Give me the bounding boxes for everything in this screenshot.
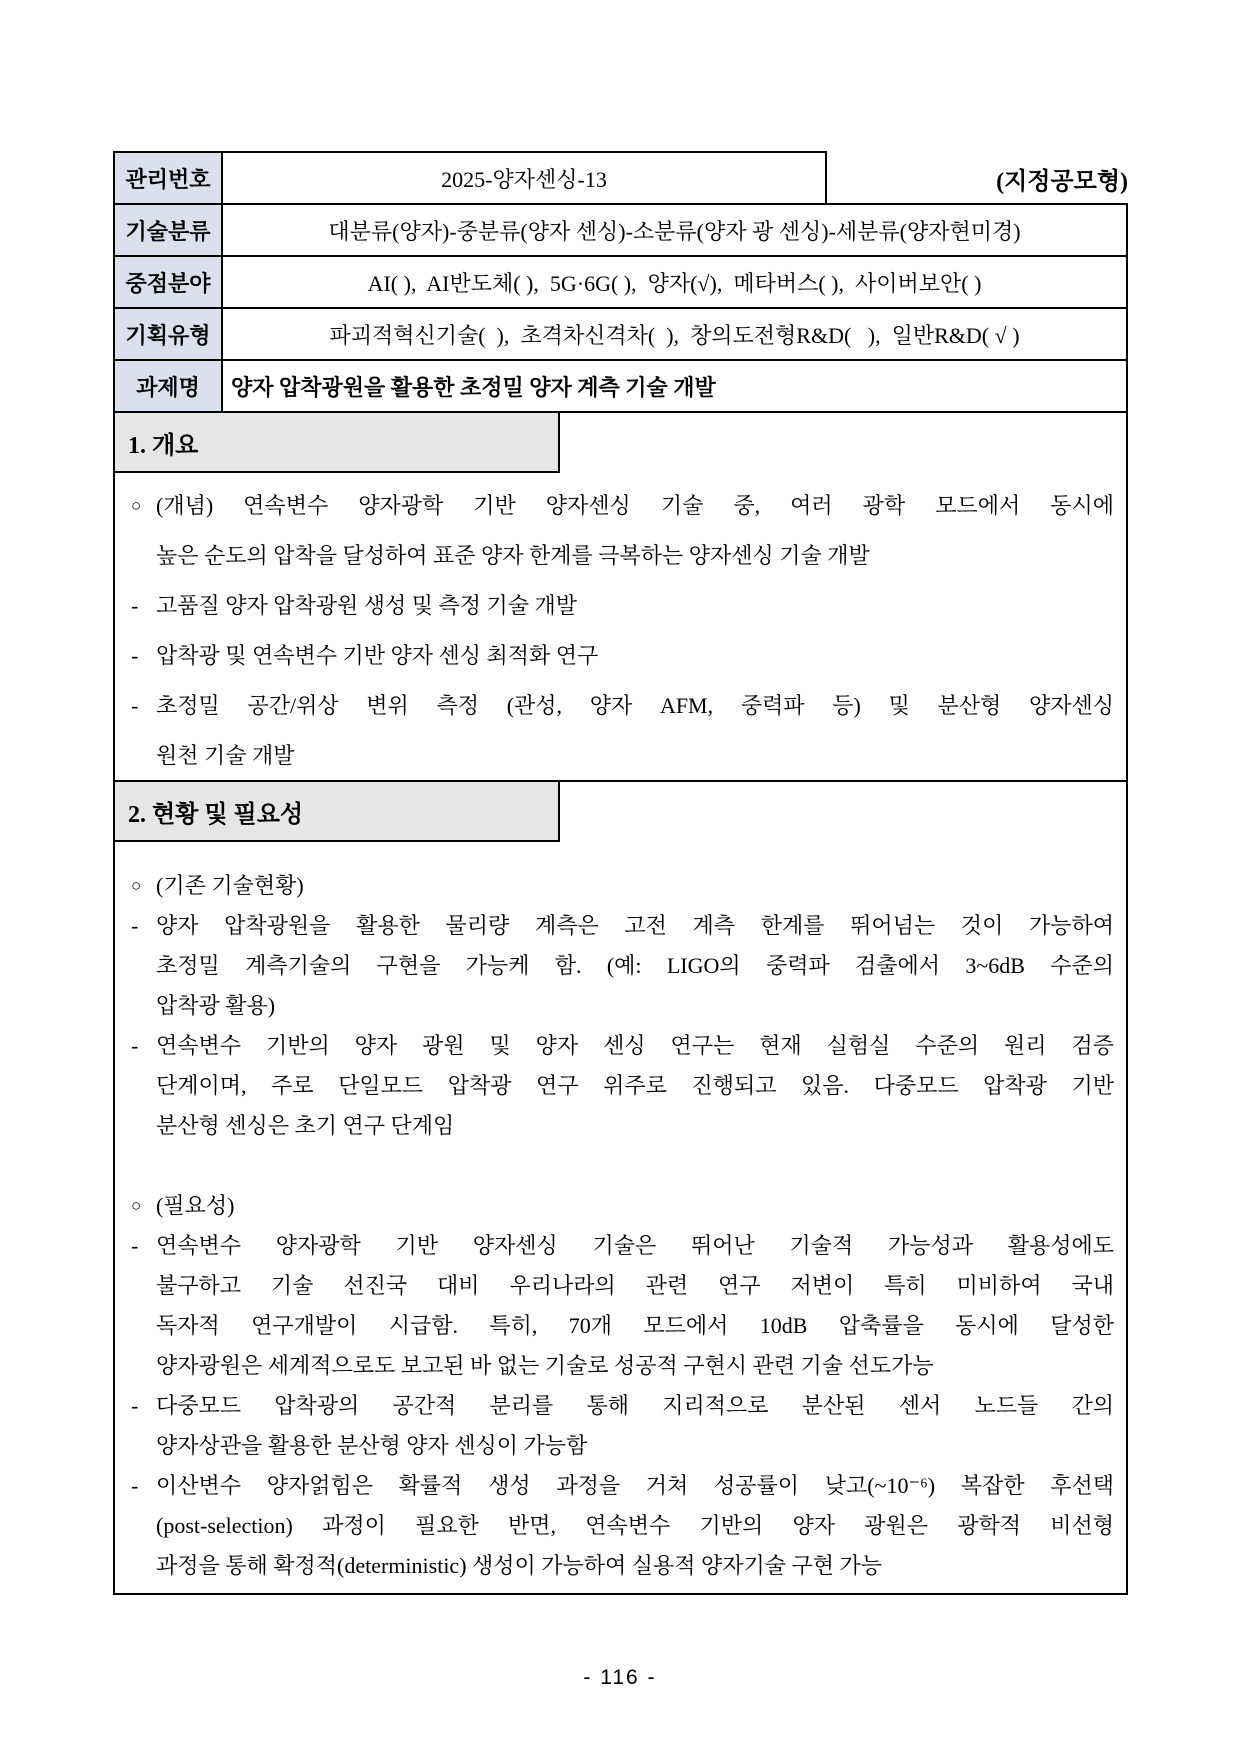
- text-line: 과정을 통해 확정적(deterministic) 생성이 가능하여 실용적 양자기술 구현 가능: [156, 1553, 883, 1578]
- call-type-tag: (지정공모형): [996, 168, 1128, 195]
- text-line: 독자적 연구개발이 시급함. 특히, 70개 모드에서 10dB 압축률을 동시에 달성한: [156, 1313, 1114, 1338]
- text-line: 연속변수 기반의 양자 광원 및 양자 센싱 연구는 현재 실험실 수준의 원리 검증: [156, 1033, 1114, 1058]
- section-overview-body: [115, 473, 1126, 781]
- focus-area-label: 중점분야: [113, 255, 223, 309]
- bullet-text: [156, 866, 1114, 906]
- bullet-item: [129, 1186, 1114, 1226]
- manage-number-label: 관리번호: [113, 151, 223, 205]
- text-line: 압착광 및 연속변수 기반 양자 센싱 최적화 연구: [156, 643, 599, 668]
- bullet-marker: -: [131, 693, 139, 718]
- row-project-title: [113, 359, 1128, 413]
- text-line: 분산형 센싱은 초기 연구 단계임: [156, 1113, 455, 1138]
- bullet-text: [156, 1186, 1114, 1226]
- bullet-text: [156, 906, 1114, 1026]
- section-status-necessity-heading-text: 2. 현황 및 필요성: [128, 801, 304, 828]
- tech-class-label: 기술분류: [113, 203, 223, 257]
- bullet-marker: -: [131, 593, 139, 618]
- text-line: 고품질 양자 압착광원 생성 및 측정 기술 개발: [156, 593, 578, 618]
- text-line: (필요성): [156, 1193, 235, 1218]
- text-line: 다중모드 압착광의 공간적 분리를 통해 지리적으로 분산된 센서 노드들 간의: [156, 1393, 1114, 1418]
- text-line: 원천 기술 개발: [156, 743, 295, 768]
- row-plan-type: [113, 307, 1128, 361]
- row-focus-area: [113, 255, 1128, 309]
- row-tech-class: [113, 203, 1128, 257]
- bullet-text: [156, 631, 1114, 681]
- bullet-item: [129, 866, 1114, 906]
- text-line: 양자 압착광원을 활용한 물리량 계측은 고전 계측 한계를 뛰어넘는 것이 가능하여: [156, 913, 1114, 938]
- bullet-marker: -: [131, 1033, 139, 1058]
- section-status-necessity: [113, 780, 1128, 1595]
- text-line: 단계이며, 주로 단일모드 압착광 연구 위주로 진행되고 있음. 다중모드 압착광 기반: [156, 1073, 1114, 1098]
- bullet-text: [156, 1466, 1114, 1586]
- section-overview-heading-text: 1. 개요: [128, 432, 199, 459]
- info-table: [113, 151, 1128, 413]
- bullet-marker: -: [131, 1393, 139, 1418]
- page-number: - 116 -: [583, 1666, 657, 1689]
- bullet-item: [129, 681, 1114, 781]
- bullet-item: [129, 1226, 1114, 1386]
- focus-area-value: AI( ), AI반도체( ), 5G·6G( ), 양자(√), 메타버스( ), 사이버보안( ): [221, 255, 1128, 309]
- bullet-text: [156, 481, 1114, 581]
- bullet-marker: -: [131, 1473, 139, 1498]
- text-line: 이산변수 양자얽힘은 확률적 생성 과정을 거쳐 성공률이 낮고(~10⁻⁶) 복잡한 후선택: [156, 1473, 1114, 1498]
- section-overview: [113, 411, 1128, 782]
- bullet-item: [129, 1146, 1114, 1186]
- bullet-text: [156, 1386, 1114, 1466]
- bullet-marker: ○: [131, 496, 142, 515]
- bullet-item: [129, 1026, 1114, 1146]
- section-overview-heading: [115, 413, 560, 473]
- text-line: 초정밀 공간/위상 변위 측정 (관성, 양자 AFM, 중력파 등) 및 분산형 양자센싱: [156, 693, 1114, 718]
- tech-class-value: 대분류(양자)-중분류(양자 센싱)-소분류(양자 광 센싱)-세분류(양자현미경): [221, 203, 1128, 257]
- bullet-item: [129, 481, 1114, 581]
- section-status-necessity-body: [115, 842, 1126, 1586]
- bullet-marker: ○: [131, 876, 142, 895]
- bullet-item: [129, 1386, 1114, 1466]
- bullet-text: [156, 681, 1114, 781]
- plan-type-label: 기획유형: [113, 307, 223, 361]
- bullet-marker: -: [131, 643, 139, 668]
- plan-type-value: 파괴적혁신기술( ), 초격차신격차( ), 창의도전형R&D( ), 일반R&D( √ ): [221, 307, 1128, 361]
- text-line: 양자상관을 활용한 분산형 양자 센싱이 가능함: [156, 1433, 588, 1458]
- text-line: (개념) 연속변수 양자광학 기반 양자센싱 기술 중, 여러 광학 모드에서 동시에: [156, 493, 1114, 518]
- bullet-item: [129, 631, 1114, 681]
- row-manage-number: [113, 151, 1128, 205]
- bullet-text: [156, 1026, 1114, 1146]
- project-title-value: 양자 압착광원을 활용한 초정밀 양자 계측 기술 개발: [221, 359, 1128, 413]
- project-title-label: 과제명: [113, 359, 223, 413]
- text-line: 압착광 활용): [156, 993, 276, 1018]
- bullet-item: [129, 906, 1114, 1026]
- document-content: [113, 151, 1128, 1595]
- bullet-marker: ○: [131, 1196, 142, 1215]
- text-line: 불구하고 기술 선진국 대비 우리나라의 관련 연구 저변이 특히 미비하여 국내: [156, 1273, 1114, 1298]
- bullet-text: [156, 581, 1114, 631]
- text-line: (post-selection) 과정이 필요한 반면, 연속변수 기반의 양자 광원은 광학적 비선형: [156, 1513, 1114, 1538]
- text-line: 초정밀 계측기술의 구현을 가능케 함. (예: LIGO의 중력파 검출에서 3~6dB 수준의: [156, 953, 1114, 978]
- text-line: 양자광원은 세계적으로도 보고된 바 없는 기술로 성공적 구현시 관련 기술 선도가능: [156, 1353, 934, 1378]
- manage-number-value: 2025-양자센싱-13: [221, 151, 827, 205]
- bullet-marker: -: [131, 913, 139, 938]
- text-line: (기존 기술현황): [156, 873, 304, 898]
- text-line: 높은 순도의 압착을 달성하여 표준 양자 한계를 극복하는 양자센싱 기술 개발: [156, 543, 870, 568]
- bullet-item: [129, 581, 1114, 631]
- bullet-text: [156, 1226, 1114, 1386]
- text-line: 연속변수 양자광학 기반 양자센싱 기술은 뛰어난 기술적 가능성과 활용성에도: [156, 1233, 1114, 1258]
- bullet-marker: -: [131, 1233, 139, 1258]
- section-status-necessity-heading: [115, 782, 560, 842]
- bullet-item: [129, 1466, 1114, 1586]
